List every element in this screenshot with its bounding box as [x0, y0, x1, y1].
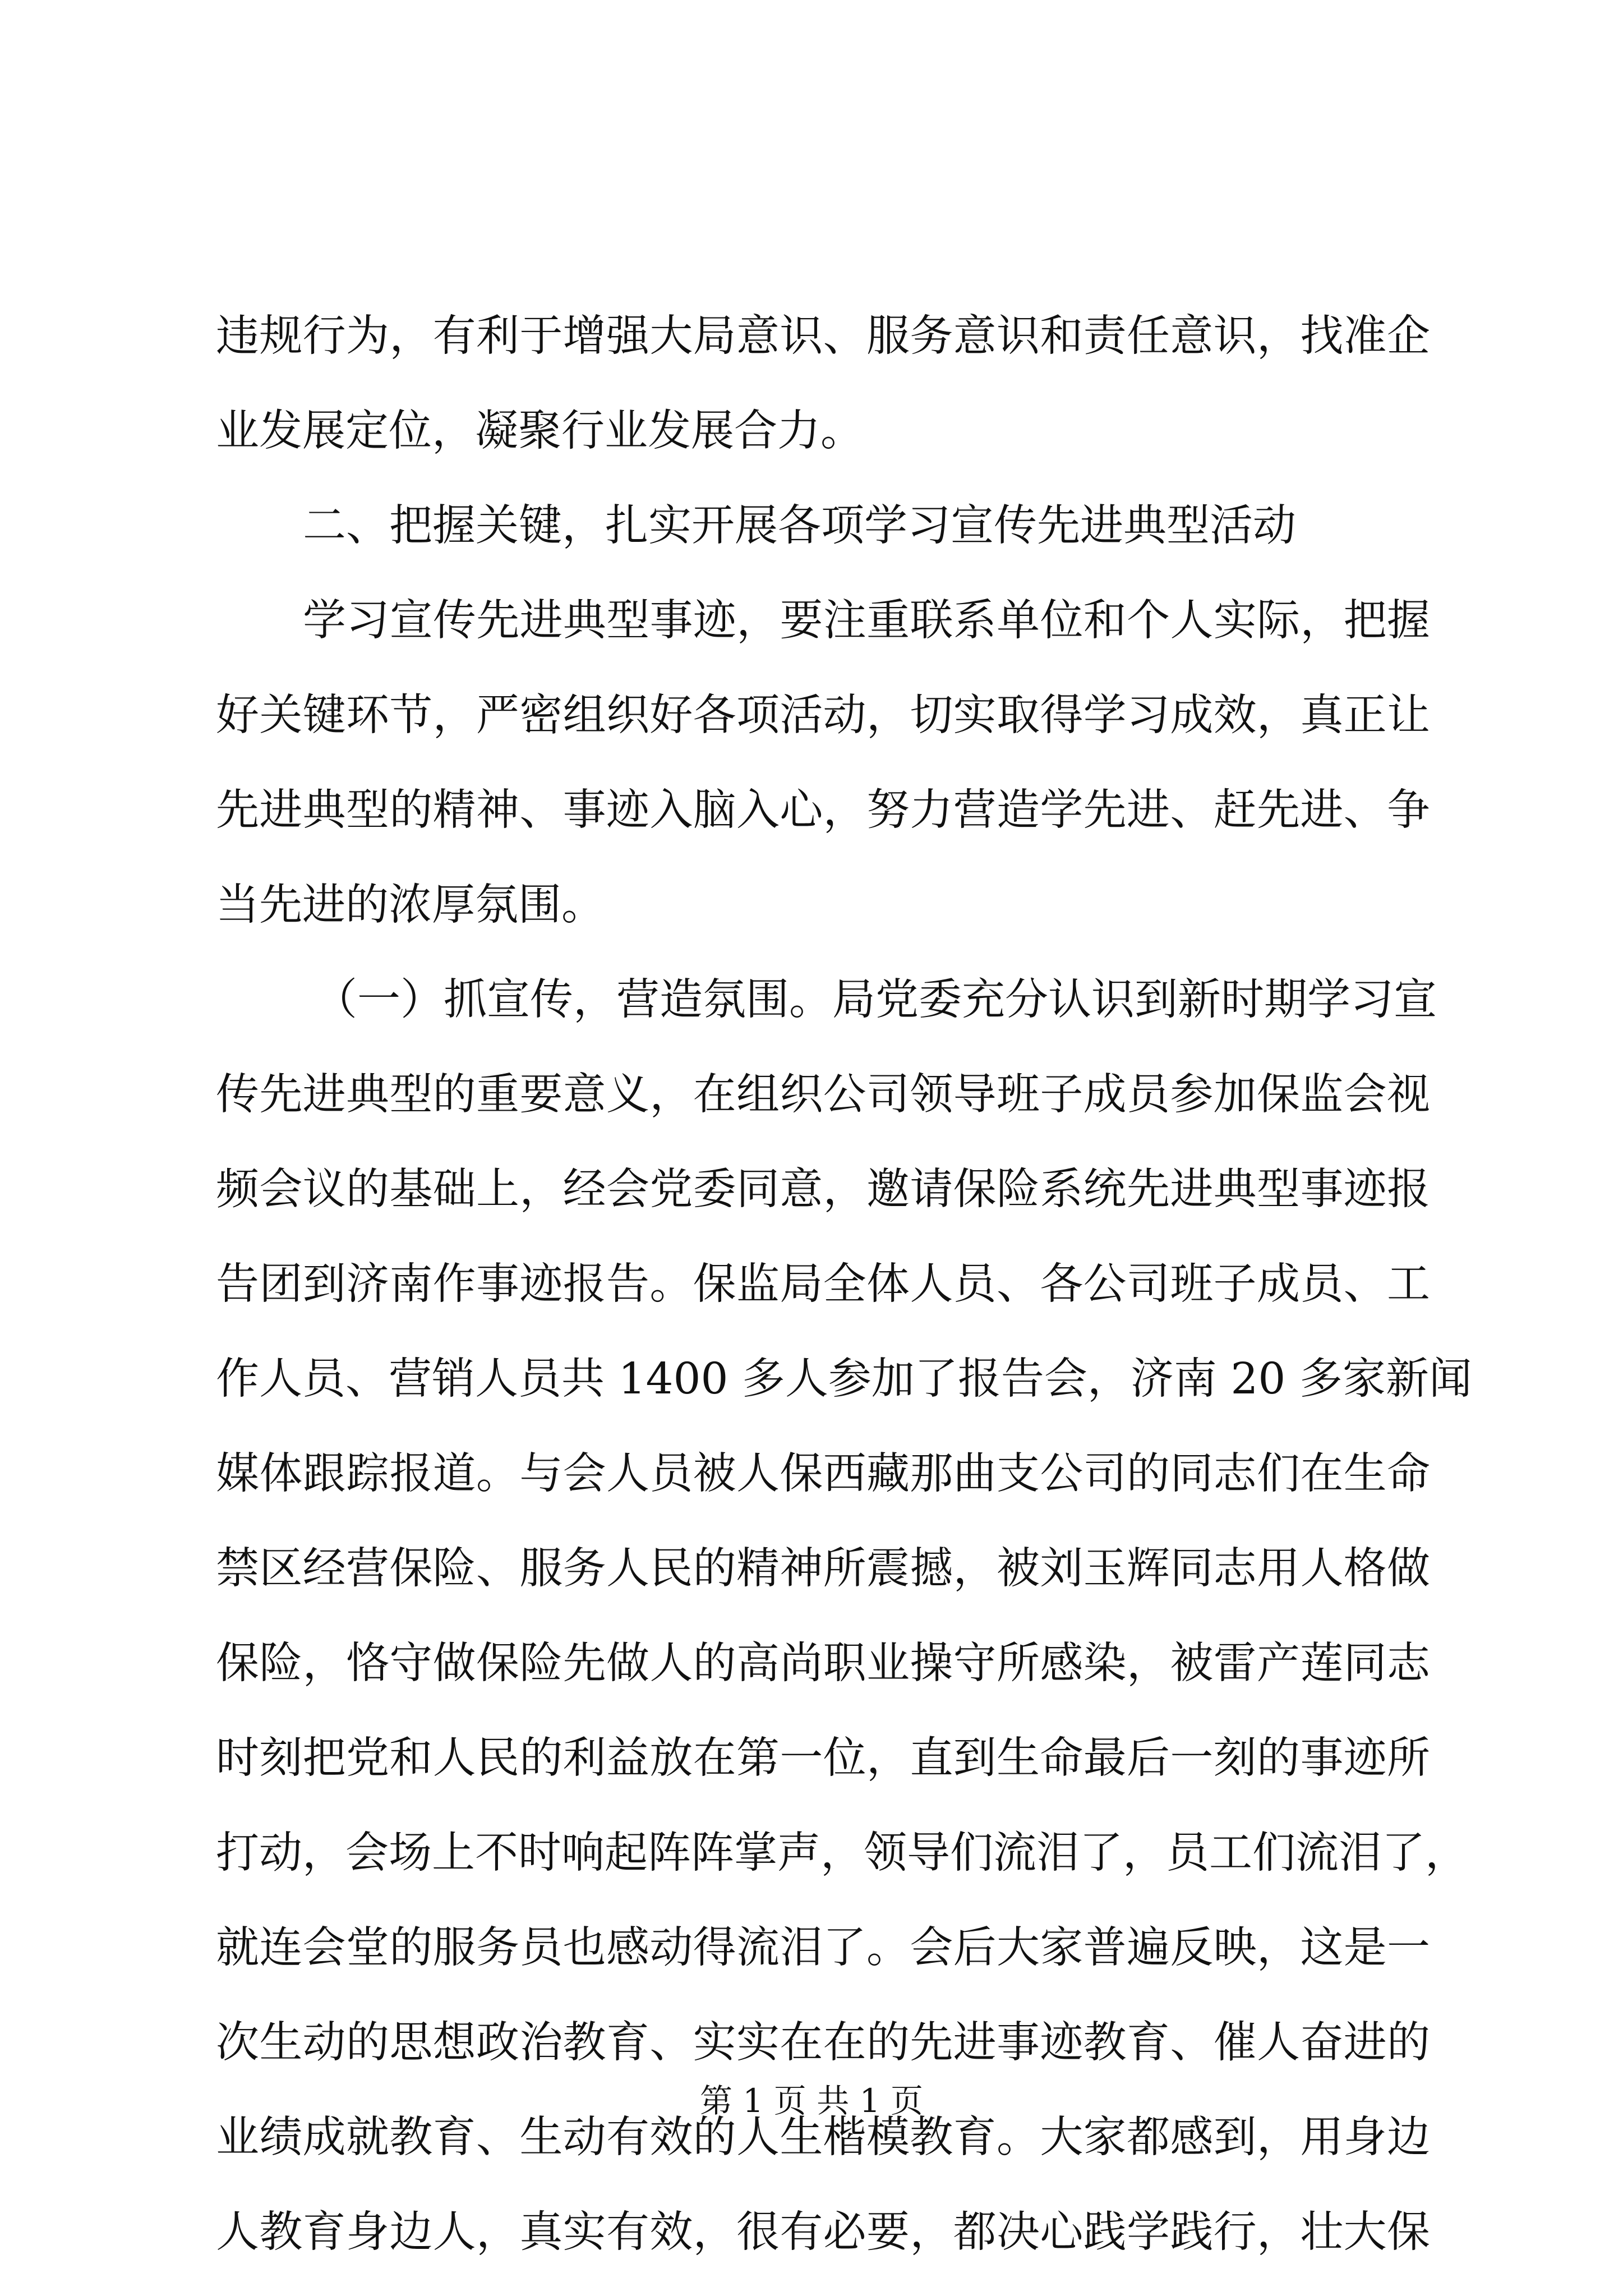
text-line: 次生动的思想政治教育、实实在在的先进事迹教育、催人奋进的: [216, 2018, 1430, 2068]
text-line: 作人员、营销人员共 1400 多人参加了报告会，济南 20 多家新闻: [216, 1354, 1472, 1404]
page-footer: 第 1 页 共 1 页: [700, 2082, 923, 2120]
text-line: 禁区经营保险、服务人民的精神所震撼，被刘玉辉同志用人格做: [216, 1544, 1430, 1594]
section-heading: 二、把握关键，扎实开展各项学习宣传先进典型活动: [303, 501, 1296, 551]
text-line: 违规行为，有利于增强大局意识、服务意识和责任意识，找准企: [216, 311, 1430, 361]
text-line: 业绩成就教育、生动有效的人生楷模教育。大家都感到，用身边: [216, 2113, 1430, 2162]
subsection-paragraph-start: （一）抓宣传，营造氛围。局党委充分认识到新时期学习宣: [314, 975, 1437, 1025]
text-line: 先进典型的精神、事迹入脑入心，努力营造学先进、赶先进、争: [216, 785, 1430, 835]
text-line: 学习宣传先进典型事迹，要注重联系单位和个人实际，把握: [303, 596, 1430, 646]
text-line: 频会议的基础上，经会党委同意，邀请保险系统先进典型事迹报: [216, 1165, 1430, 1214]
text-line: 业发展定位，凝聚行业发展合力。: [216, 406, 864, 456]
document-body: [216, 289, 1472, 2280]
text-line: 媒体跟踪报道。与会人员被人保西藏那曲支公司的同志们在生命: [216, 1449, 1430, 1499]
text-line: 保险，恪守做保险先做人的高尚职业操守所感染，被雷产莲同志: [216, 1639, 1430, 1688]
text-line: 就连会堂的服务员也感动得流泪了。会后大家普遍反映，这是一: [216, 1923, 1430, 1973]
text-line: 时刻把党和人民的利益放在第一位，直到生命最后一刻的事迹所: [216, 1733, 1430, 1783]
text-line: 告团到济南作事迹报告。保监局全体人员、各公司班子成员、工: [216, 1259, 1430, 1309]
text-line: 当先进的浓厚氛围。: [216, 880, 605, 930]
text-line: 人教育身边人，真实有效，很有必要，都决心践学践行，壮大保: [216, 2207, 1430, 2257]
text-line: 打动，会场上不时响起阵阵掌声，领导们流泪了，员工们流泪了，: [216, 1828, 1468, 1878]
text-line: 好关键环节，严密组织好各项活动，切实取得学习成效，真正让: [216, 691, 1430, 740]
text-line: 传先进典型的重要意义，在组织公司领导班子成员参加保监会视: [216, 1070, 1430, 1120]
